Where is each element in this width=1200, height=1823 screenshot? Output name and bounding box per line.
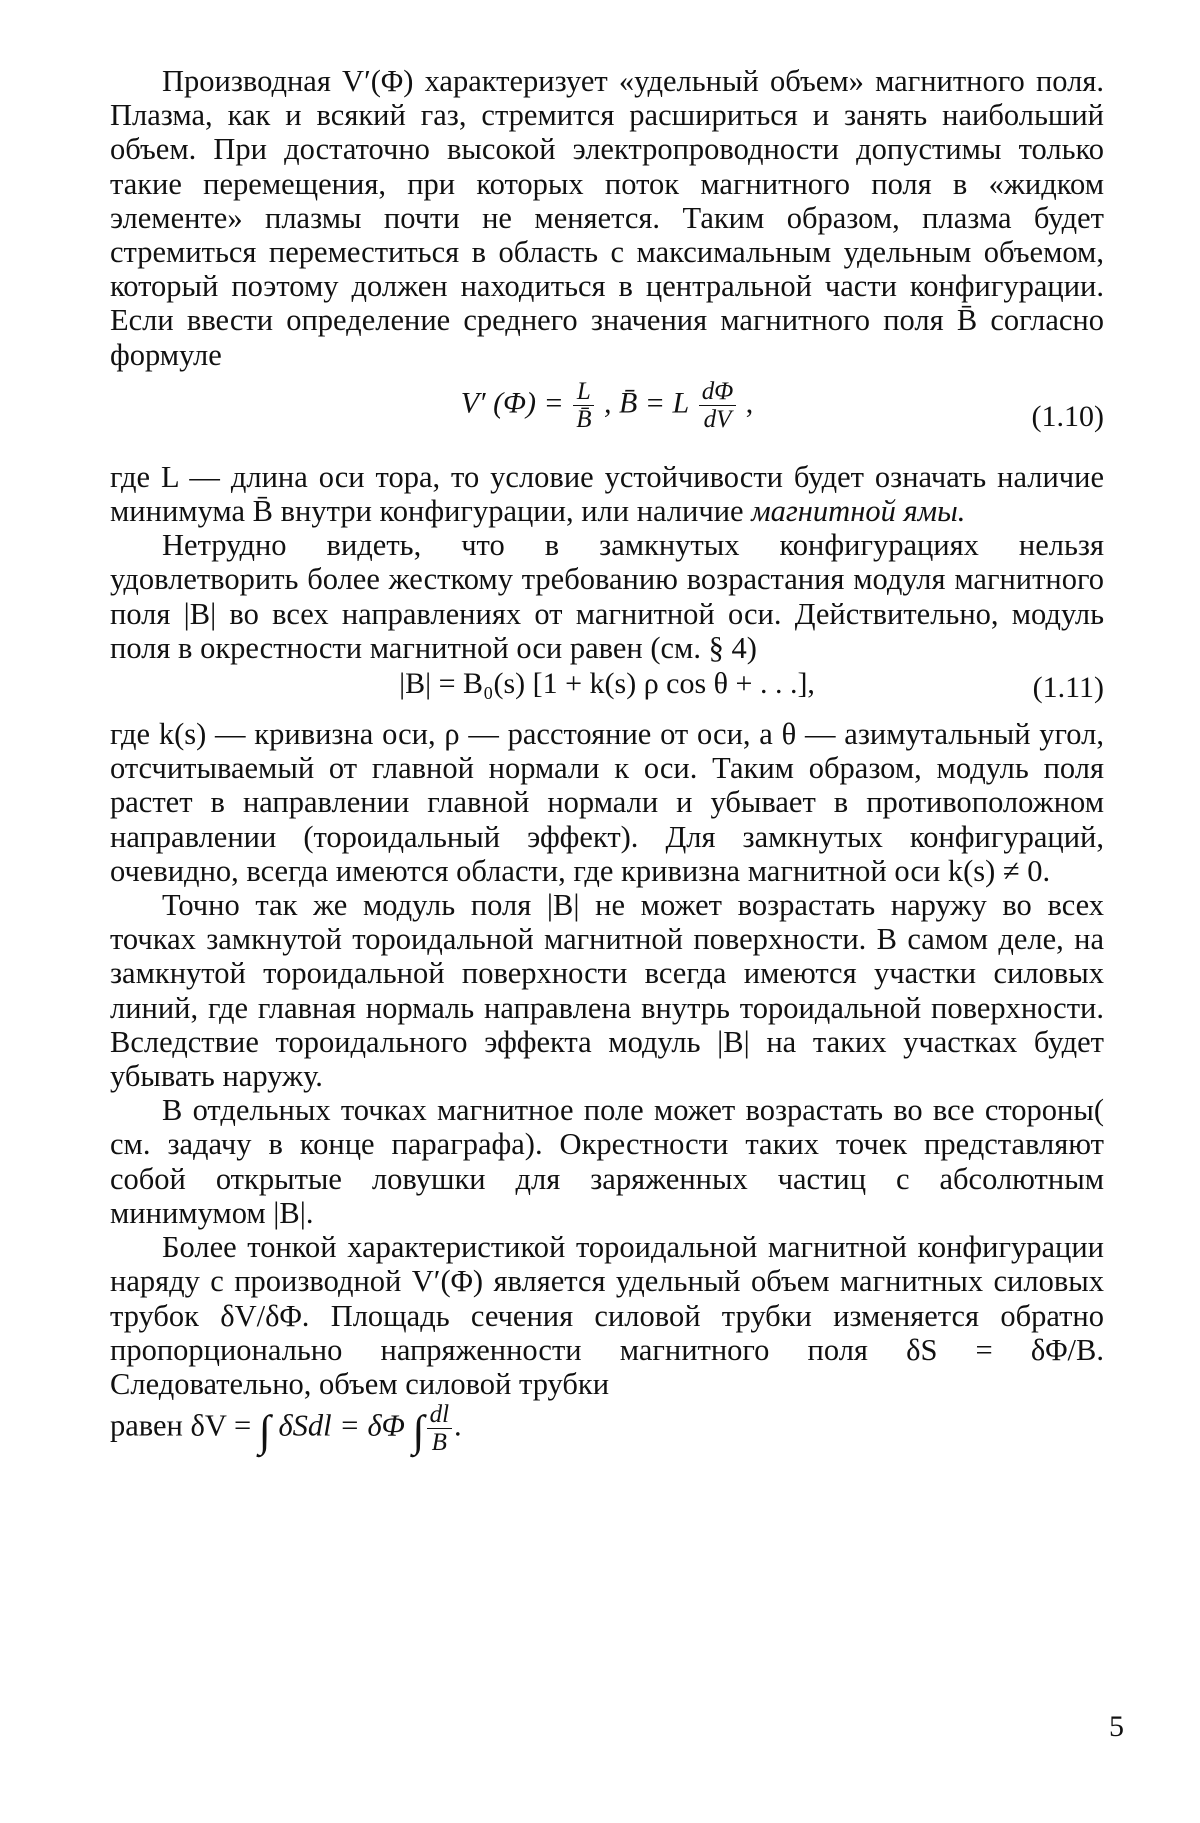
eq1-f2-denominator: dV xyxy=(703,405,732,433)
paragraph-5: Точно так же модуль поля |B| не может возрастать наружу во всех точках замкнутой тороидальной магнитной поверхности. В самом деле, на замкнутой тороидальной поверхности всегда имеются участки силовых линий, где главная нормаль направлена внутрь тороидальной поверхности. Вследствие тороидального эффекта модуль |B| на таких участках будет убывать наружу. xyxy=(110,888,1104,1094)
equation-1-11-body: |B| = B₀(s) [1 + k(s) ρ cos θ + . . .], xyxy=(399,667,815,701)
integral-sign-2: ∫ xyxy=(412,1406,425,1456)
integral-sign-1: ∫ xyxy=(258,1406,271,1456)
paragraph-7-formula-line xyxy=(110,1401,1104,1456)
formula-middle: δSdl = δΦ xyxy=(270,1408,413,1443)
paragraph-2-text: где L — длина оси тора, то условие устойчивости будет означать наличие минимума B̄ внутри конфигурации, или наличие xyxy=(110,459,1104,529)
equation-1-10-body xyxy=(110,378,1104,433)
formula-numerator: dl xyxy=(427,1401,452,1429)
eq1-f1-denominator: B̄ xyxy=(576,405,592,433)
eq1-fraction-1 xyxy=(573,378,594,433)
equation-number-1-11: (1.11) xyxy=(1032,671,1104,705)
equation-1-10 xyxy=(110,378,1104,452)
equation-number-1-10: (1.10) xyxy=(1031,399,1104,433)
eq1-lhs: V′ (Φ) = xyxy=(460,386,564,420)
equation-1-11 xyxy=(110,667,1104,711)
eq1-middle: , B̄ = L xyxy=(603,386,690,420)
eq1-f1-numerator: L xyxy=(573,378,594,406)
paragraph-1: Производная V′(Φ) характеризует «удельный объем» магнитного поля. Плазма, как и всякий газ, стремится расшириться и занять наибольший объем. При достаточно высокой электропроводности допустимы только такие перемещения, при которых поток магнитного поля в «жидком элементе» плазмы почти не меняется. Таким образом, плазма будет стремиться переместиться в область с максимальным удельным объемом, который поэтому должен находиться в центральной части конфигурации. Если ввести определение среднего значения магнитного поля B̄ согласно формуле xyxy=(110,64,1104,372)
paragraph-2-emphasis: магнитной ямы. xyxy=(751,494,966,529)
paragraph-4: где k(s) — кривизна оси, ρ — расстояние от оси, а θ — азимутальный угол, отсчитываемый от главной нормали к оси. Таким образом, модуль поля растет в направлении главной нормали и убывает в противоположном направлении (тороидальный эффект). Для замкнутых конфигураций, очевидно, всегда имеются области, где кривизна магнитной оси k(s) ≠ 0. xyxy=(110,717,1104,888)
paragraph-7: Более тонкой характеристикой тороидальной магнитной конфигурации наряду с производной V′(Φ) является удельный объем магнитных силовых трубок δV/δΦ. Площадь сечения силовой трубки изменяется обратно пропорционально напряженности магнитного поля δS = δΦ/B. Следовательно, объем силовой трубки xyxy=(110,1230,1104,1401)
paragraph-3: Нетрудно видеть, что в замкнутых конфигурациях нельзя удовлетворить более жесткому требованию возрастания модуля магнитного поля |B| во всех направлениях от магнитной оси. Действительно, модуль поля в окрестности магнитной оси равен (см. § 4) xyxy=(110,528,1104,665)
page-body xyxy=(110,64,1104,1456)
eq1-f2-numerator: dΦ xyxy=(699,378,737,406)
eq1-fraction-2 xyxy=(699,378,737,433)
paragraph-2 xyxy=(110,460,1104,528)
formula-lead: равен δV = xyxy=(110,1408,259,1443)
paragraph-6: В отдельных точках магнитное поле может возрастать во все стороны( см. задачу в конце параграфа). Окрестности таких точек представляют собой открытые ловушки для заряженных частиц с абсолютным минимумом |B|. xyxy=(110,1093,1104,1230)
eq1-tail: , xyxy=(745,386,754,420)
formula-denominator: B xyxy=(431,1429,447,1457)
page-number: 5 xyxy=(1109,1710,1124,1743)
formula-fraction xyxy=(427,1401,452,1456)
formula-tail: . xyxy=(454,1408,462,1443)
